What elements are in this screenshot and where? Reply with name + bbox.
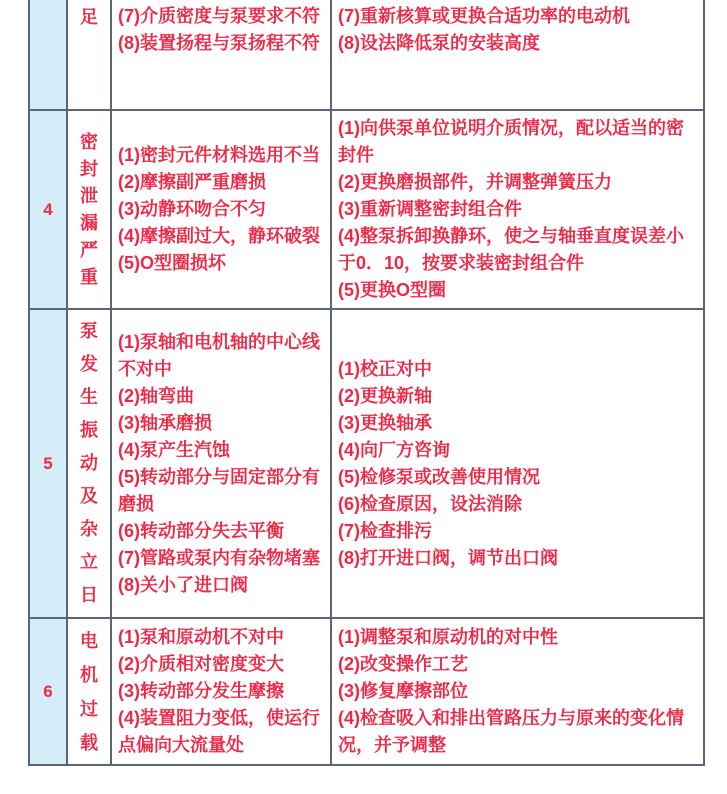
table-row-motor-overload [30, 619, 705, 766]
text-line: (1)调整泵和原动机的对中性 [338, 627, 558, 647]
text-line: (2)更换磨损部件，并调整弹簧压力 [338, 172, 612, 192]
text-line: (3)重新调整密封组合件 [338, 199, 522, 219]
causes-cell [112, 0, 332, 111]
text-line: (1)向供泵单位说明介质情况，配以适当的密封件 [338, 118, 684, 165]
text-line: 立 [80, 552, 98, 572]
text-line: (5)O型圈损坏 [118, 253, 226, 273]
row-label-cell [68, 619, 112, 766]
text-line: (7)管路或泵内有杂物堵塞 [118, 547, 320, 568]
text-line: (2)改变操作工艺 [338, 654, 468, 674]
text-line: (4)检查吸入和排出管路压力与原来的变化情况，并予调整 [338, 708, 684, 755]
text-line: 振 [80, 420, 98, 440]
text-line: (8)设法降低泵的安装高度 [338, 33, 540, 53]
text-line: 过 [80, 698, 98, 719]
text-line: 载 [80, 732, 98, 753]
solutions-cell [332, 310, 705, 619]
text-line: (2)轴弯曲 [118, 385, 194, 406]
text-line: 发 [80, 354, 98, 374]
text-line: 机 [80, 664, 98, 685]
text-line: 日 [80, 585, 98, 605]
text-line: (6)转动部分失去平衡 [118, 520, 284, 541]
text-line: 电 [80, 630, 98, 651]
causes-cell [112, 619, 332, 766]
text-line: (1)泵轴和电机轴的中心线不对中 [118, 331, 320, 379]
text-line: (7)介质密度与泵要求不符 [118, 6, 320, 26]
row-label-cell [68, 0, 112, 111]
text-line: (5)检修泵或改善使用情况 [338, 466, 540, 487]
text-line: (3)更换轴承 [338, 412, 432, 433]
text-line: (1)密封元件材料选用不当 [118, 145, 320, 165]
text-line: (2)摩擦副严重磨损 [118, 172, 266, 192]
text-line: (3)动静环吻合不匀 [118, 199, 266, 219]
text-line: 及 [80, 486, 98, 506]
row-label-cell [68, 111, 112, 310]
text-line: 密 [80, 131, 98, 152]
text-line: (4)摩擦副过大，静环破裂 [118, 226, 320, 246]
text-line: (1)泵和原动机不对中 [118, 627, 284, 647]
text-line: (4)向厂方咨询 [338, 439, 450, 460]
text-line: (4)整泵拆卸换静环，使之与轴垂直度误差小于0．10，按要求装密封组合件 [338, 226, 684, 273]
causes-cell [112, 111, 332, 310]
text-line: (3)转动部分发生摩擦 [118, 681, 284, 701]
text-line: (5)更换O型圈 [338, 280, 446, 300]
text-line: (4)泵产生汽蚀 [118, 439, 230, 460]
text-line: (7)重新核算或更换合适功率的电动机 [338, 6, 630, 26]
text-line: 封 [80, 158, 98, 179]
pump-troubleshooting-table [28, 0, 705, 766]
text-line: 泄 [80, 185, 98, 206]
text-line: 重 [80, 266, 98, 287]
text-line: 足 [80, 7, 98, 27]
table-row-vibration-noise [30, 310, 705, 619]
row-number-cell: 6 [30, 619, 68, 766]
text-line: 漏 [80, 212, 98, 233]
text-line: (1)校正对中 [338, 358, 432, 379]
text-line: (3)轴承磨损 [118, 412, 212, 433]
solutions-cell [332, 111, 705, 310]
text-line: 生 [80, 387, 98, 407]
row-number-cell: 5 [30, 310, 68, 619]
table-row-seal-leakage [30, 111, 705, 310]
text-line: (2)介质相对密度变大 [118, 654, 284, 674]
text-line: (4)装置阻力变低，使运行点偏向大流量处 [118, 708, 320, 755]
text-line: (3)修复摩擦部位 [338, 681, 468, 701]
row-number-cell: 4 [30, 111, 68, 310]
text-line: (2)更换新轴 [338, 385, 432, 406]
causes-cell [112, 310, 332, 619]
table-row-continuation [30, 0, 705, 111]
text-line: (8)打开进口阀，调节出口阀 [338, 547, 558, 568]
row-number-cell [30, 0, 68, 111]
text-line: 泵 [80, 321, 98, 341]
text-line: (8)关小了进口阀 [118, 574, 248, 595]
solutions-cell [332, 619, 705, 766]
row-label-cell [68, 310, 112, 619]
text-line: (8)装置扬程与泵扬程不符 [118, 33, 320, 53]
text-line: (5)转动部分与固定部分有磨损 [118, 466, 320, 514]
text-line: 动 [80, 453, 98, 473]
text-line: 杂 [80, 519, 98, 539]
text-line: (7)检查排污 [338, 520, 432, 541]
text-line: 严 [80, 239, 98, 260]
solutions-cell [332, 0, 705, 111]
text-line: (6)检查原因，设法消除 [338, 493, 522, 514]
